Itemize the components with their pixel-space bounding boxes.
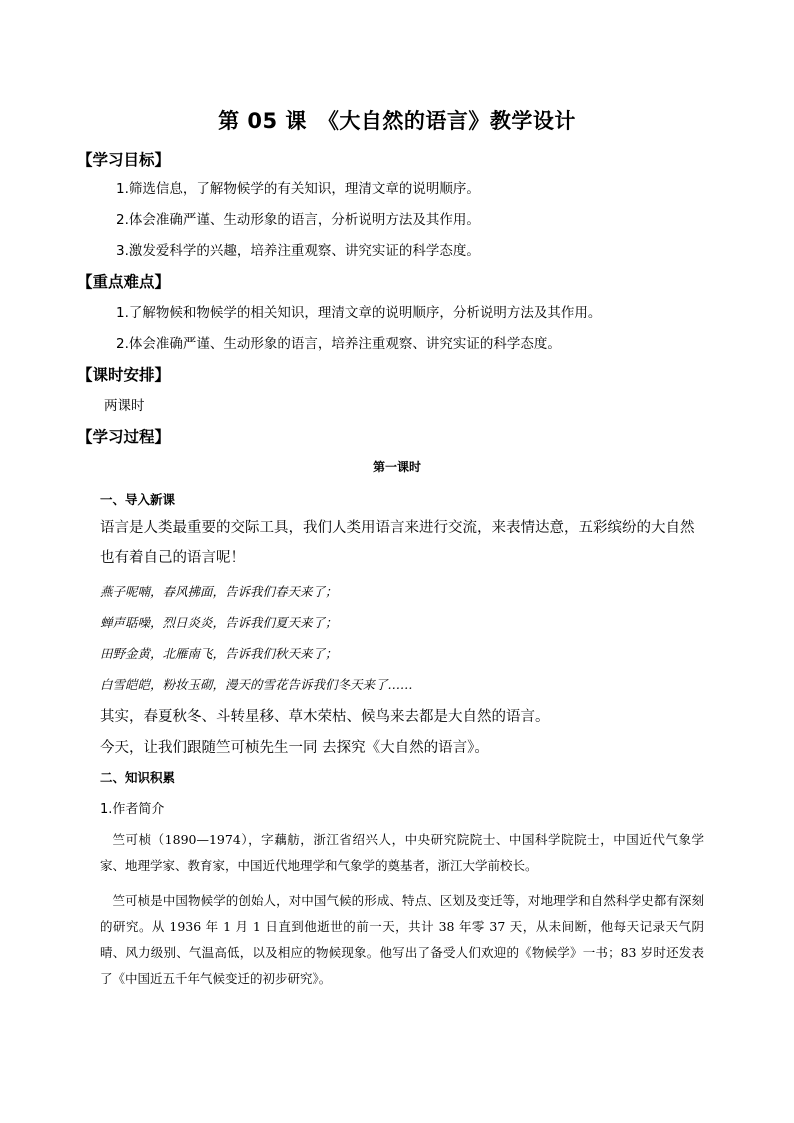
- poem-line-3: 田野金黄，北雁南飞，告诉我们秋天来了；: [100, 646, 338, 661]
- objective-item-3: 3.激发爱科学的兴趣，培养注重观察、讲究实证的科学态度。: [116, 243, 480, 259]
- part2-heading: 二、知识积累: [100, 770, 176, 785]
- author-intro-subheading: 1.作者简介: [100, 802, 165, 817]
- author-bio-paragraph-1: 竺可桢（1890—1974），字藕舫，浙江省绍兴人，中央研究院院士、中国科学院院士，中国近代气象学家、地理学家、教育家，中国近代地理学和气象学的奠基者，浙江大学前校长。: [100, 832, 704, 873]
- key-points-heading: 【重点难点】: [77, 273, 171, 291]
- schedule-heading: 【课时安排】: [77, 366, 171, 384]
- objective-item-1: 1.筛选信息，了解物候学的有关知识，理清文章的说明顺序。: [116, 181, 480, 197]
- poem-line-4: 白雪皑皑，粉妆玉砌，漫天的雪花告诉我们冬天来了……: [100, 677, 413, 692]
- schedule-text: 两课时: [104, 398, 145, 414]
- poem-line-1: 燕子呢喃，春风拂面，告诉我们春天来了；: [100, 584, 338, 599]
- part1-heading: 一、导入新课: [100, 492, 176, 507]
- author-bio-paragraph-2: 竺可桢是中国物候学的创始人，对中国气候的形成、特点、区划及变迁等，对地理学和自然科学史都有深刻的研究。从 1936 年 1 月 1 日直到他逝世的前一天，共计 38 年零 37 天，从未间断，他每天记录天气阴晴、风力级别、气温高低，以及相应的物候现象。他写出了备受人们欢迎的《物候学》一书；83 岁时还发表了《中国近五千年气候变迁的初步研究》。: [100, 893, 704, 986]
- poem-line-2: 蝉声聒噪，烈日炎炎，告诉我们夏天来了；: [100, 615, 338, 630]
- document-title: 第 05 课 《大自然的语言》教学设计: [218, 109, 576, 133]
- objectives-heading: 【学习目标】: [77, 151, 171, 169]
- part1-line-2: 今天，让我们跟随竺可桢先生一同 去探究《大自然的语言》。: [100, 740, 489, 756]
- key-point-item-1: 1.了解物候和物候学的相关知识，理清文章的说明顺序，分析说明方法及其作用。: [116, 305, 602, 321]
- key-point-item-2: 2.体会准确严谨、生动形象的语言，培养注重观察、讲究实证的科学态度。: [116, 336, 561, 352]
- objective-item-2: 2.体会准确严谨、生动形象的语言，分析说明方法及其作用。: [116, 212, 480, 228]
- part1-line-1: 其实，春夏秋冬、斗转星移、草木荣枯、候鸟来去都是大自然的语言。: [100, 709, 550, 725]
- lesson-title: 第一课时: [372, 460, 421, 474]
- part1-intro: 语言是人类最重要的交际工具，我们人类用语言来进行交流，来表情达意，五彩缤纷的大自然也有着自己的语言呢！: [100, 520, 695, 566]
- process-heading: 【学习过程】: [77, 428, 171, 446]
